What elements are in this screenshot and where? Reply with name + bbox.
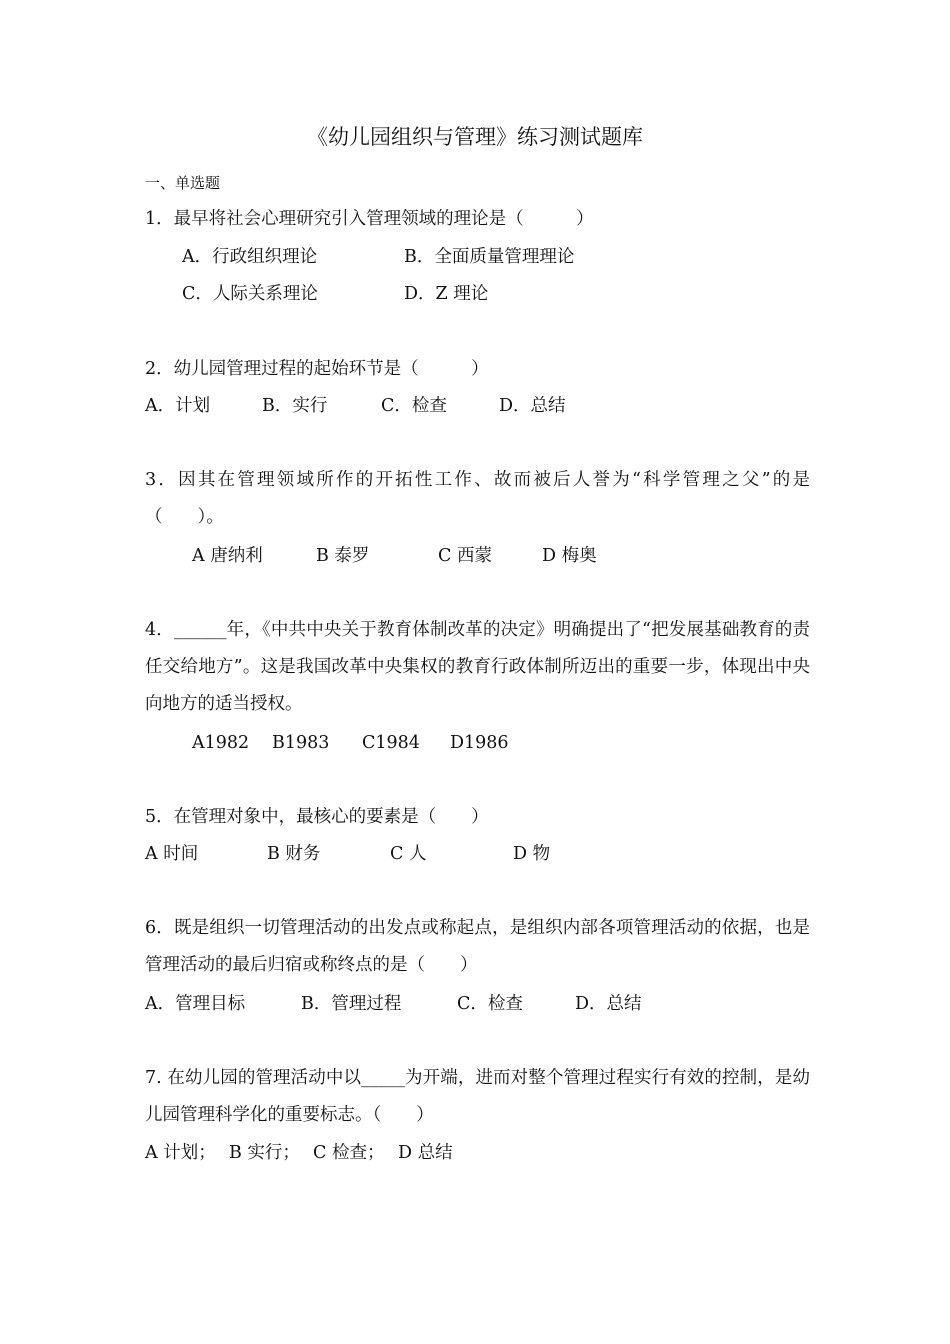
question-2-option-a: A．计划 [145,396,211,416]
question-1-option-c: C．人际关系理论 [182,284,318,304]
question-5-stem: 5．在管理对象中，最核心的要素是（ ） [145,807,489,827]
question-1-option-a: A．行政组织理论 [182,247,318,267]
question-3-option-c: C 西蒙 [438,546,492,566]
question-1-option-d: D．Z 理论 [404,284,489,304]
question-4-option-c: C1984 [362,733,420,753]
question-6-option-b: B．管理过程 [301,994,402,1014]
question-7-option-a: A 计划； [145,1143,216,1163]
question-5-option-d: D 物 [513,844,551,864]
question-7-stem: 7. 在幼儿园的管理活动中以_____为开端，进而对整个管理过程实行有效的控制，是幼儿园管理科学化的重要标志。（ ） [145,1068,810,1125]
question-7-options [145,1140,645,1166]
question-6-option-d: D．总结 [575,994,642,1014]
question-5-options [145,841,645,867]
question-3-option-d: D 梅奥 [542,546,597,566]
question-5-option-b: B 财务 [267,844,321,864]
question-3-option-b: B 泰罗 [316,546,370,566]
question-2-option-d: D．总结 [499,396,566,416]
question-2-option-c: C．检查 [381,396,447,416]
question-6-options [145,991,705,1017]
question-6-option-c: C．检查 [457,994,523,1014]
question-7-option-c: C 检查； [313,1143,385,1163]
question-7-option-b: B 实行； [229,1143,300,1163]
question-4-option-b: B1983 [272,733,330,753]
question-6-option-a: A．管理目标 [145,994,246,1014]
question-1-options-row-1 [182,244,682,270]
question-1-stem: 1．最早将社会心理研究引入管理领域的理论是（ ） [145,209,594,229]
question-2-option-b: B．实行 [262,396,328,416]
question-1-options-row-2 [182,281,682,307]
question-7-option-d: D 总结 [398,1143,453,1163]
question-5-option-c: C 人 [390,844,427,864]
question-3-option-a: A 唐纳利 [192,546,263,566]
question-6-stem: 6．既是组织一切管理活动的出发点或称起点，是组织内部各项管理活动的依据，也是管理活动的最后归宿或称终点的是（ ） [145,918,810,975]
question-4-option-d: D1986 [450,733,509,753]
question-2-options [145,393,645,419]
document-title: 《幼儿园组织与管理》练习测试题库 [307,125,643,149]
question-5-option-a: A 时间 [145,844,199,864]
question-2-stem: 2．幼儿园管理过程的起始环节是（ ） [145,359,489,379]
question-4-option-a: A1982 [192,733,250,753]
question-1-option-b: B．全面质量管理理论 [404,247,575,267]
question-4-options [192,730,692,756]
question-3-stem: 3．因其在管理领域所作的开拓性工作、故而被后人誉为“科学管理之父”的是（ ）。 [145,470,810,527]
question-3-options [192,543,692,569]
question-4-stem: 4．______年，《中共中央关于教育体制改革的决定》明确提出了“把发展基础教育的责任交给地方”。这是我国改革中央集权的教育行政体制所迈出的重要一步，体现出中央向地方的适当授权。 [145,620,810,714]
section-heading: 一、单选题 [145,174,221,192]
